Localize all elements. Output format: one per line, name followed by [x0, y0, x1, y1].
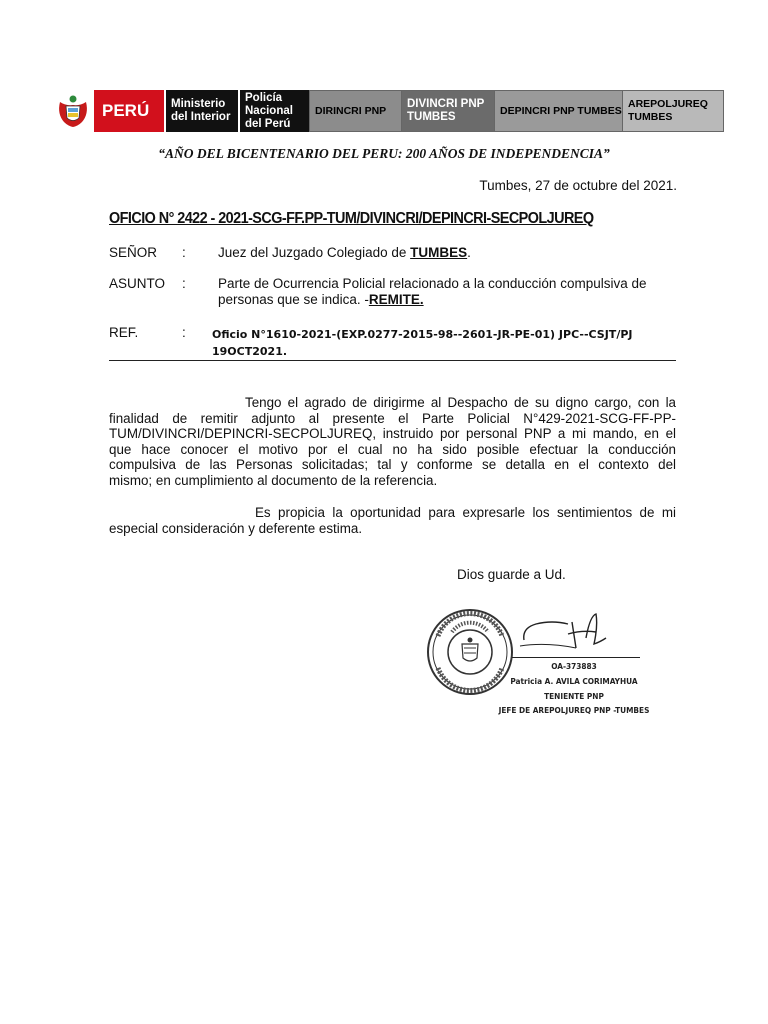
reference-colon: : [182, 325, 186, 340]
police-label: Policía Nacional del Perú [238, 90, 309, 132]
subject-label: ASUNTO [109, 276, 166, 291]
unit-depincri: DEPINCRI PNP TUMBES [494, 90, 622, 132]
signer-rank: TENIENTE PNP [544, 691, 604, 701]
closing-salutation: Dios guarde a Ud. [457, 567, 566, 582]
signer-code: OA-373883 [551, 661, 597, 671]
body-paragraph-1: Tengo el agrado de dirigirme al Despacho de su digno cargo, con la finalidad de remitir adjunto al presente el Parte Policial N°429-2021-SCG-FF-PP- TUM/DIVINCRI/DEPINCRI-SECPOLJUREQ, instruido por personal PNP a mi mando, en el que hace conocer el motivo por el cual no ha sido posible efectuar la conducción compulsiva de las Personas solicitadas; tal y conforme se detalla en el contexto del mismo; en cumplimiento al documento de la referencia. [109, 395, 676, 488]
reference-value: Oficio N°1610-2021-(EXP.0277-2015-98--2601-JR-PE-01) JPC--CSJT/PJ 19OCT2021. [212, 328, 633, 358]
year-slogan: “AÑO DEL BICENTENARIO DEL PERU: 200 AÑOS DE INDEPENDENCIA” [158, 146, 610, 161]
unit-arepoljureq: AREPOLJUREQ TUMBES [622, 90, 724, 132]
recipient-value: Juez del Juzgado Colegiado de TUMBES. [218, 245, 471, 260]
reference-label: REF. [109, 325, 139, 340]
institutional-header [52, 90, 730, 132]
date-line: Tumbes, 27 de octubre del 2021. [479, 178, 677, 193]
signature-line [512, 657, 640, 658]
peru-coat-of-arms-icon [52, 90, 94, 132]
recipient-colon: : [182, 245, 186, 260]
subject-colon: : [182, 276, 186, 291]
recipient-label: SEÑOR [109, 245, 158, 260]
body-paragraph-2: Es propicia la oportunidad para expresarle los sentimientos de mi especial consideración y deferente estima. [109, 505, 676, 536]
peru-label: PERÚ [94, 90, 164, 132]
handwritten-signature-icon [516, 608, 626, 658]
unit-divincri: DIVINCRI PNP TUMBES [401, 90, 494, 132]
ministry-label: Ministerio del Interior [164, 90, 238, 132]
unit-dirincri: DIRINCRI PNP [309, 90, 401, 132]
signer-name: Patricia A. AVILA CORIMAYHUA [510, 676, 638, 686]
signer-position: JEFE DE AREPOLJUREQ PNP -TUMBES [498, 705, 650, 715]
subject-value: Parte de Ocurrencia Policial relacionado a la conducción compulsiva de personas que se indica. -REMITE. [218, 276, 647, 307]
divider-line [109, 360, 676, 361]
document-title: OFICIO N° 2422 - 2021-SCG-FF.PP-TUM/DIVINCRI/DEPINCRI-SECPOLJUREQ [109, 210, 594, 227]
signature-block [424, 604, 654, 724]
